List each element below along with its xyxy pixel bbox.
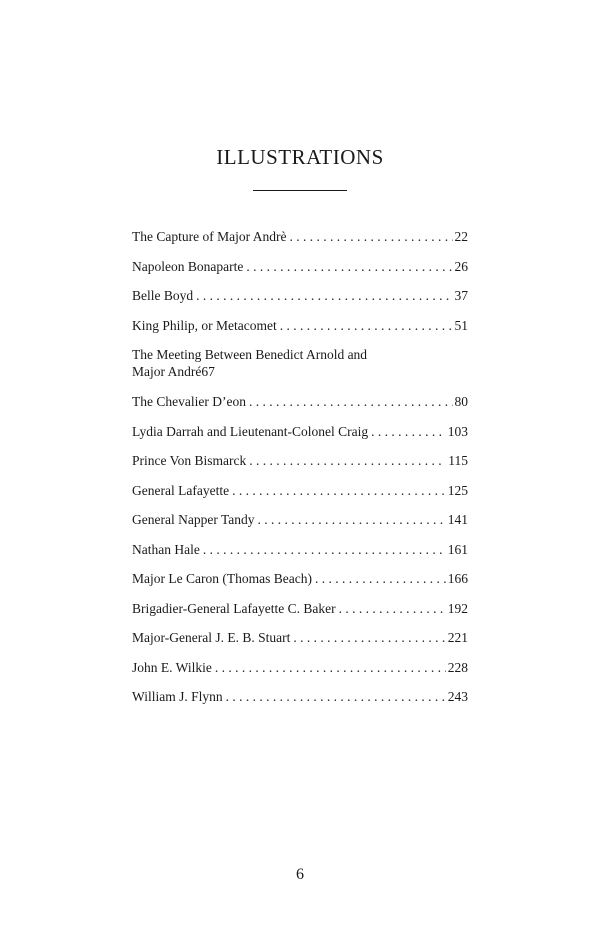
dot-leader <box>280 317 453 334</box>
entry-title: William J. Flynn <box>132 689 223 704</box>
dot-leader <box>232 482 446 499</box>
list-item <box>132 452 468 469</box>
entry-title: Major-General J. E. B. Stuart <box>132 630 291 645</box>
entry-title: Major Le Caron (Thomas Beach) <box>132 571 312 586</box>
entry-page: 192 <box>447 601 468 616</box>
list-item <box>132 258 468 275</box>
entry-page: 37 <box>454 288 468 303</box>
entry-title: The Chevalier D’eon <box>132 394 246 409</box>
entry-title: Brigadier-General Lafayette C. Baker <box>132 601 336 616</box>
list-item <box>132 629 468 646</box>
entry-page: 22 <box>454 229 468 244</box>
entry-title: John E. Wilkie <box>132 660 212 675</box>
dot-leader <box>339 600 446 617</box>
entry-page: 51 <box>454 318 468 333</box>
entry-page: 228 <box>447 660 468 675</box>
dot-leader <box>258 511 446 528</box>
entry-page: 161 <box>447 542 468 557</box>
dot-leader <box>203 541 446 558</box>
entry-page: 115 <box>448 453 468 468</box>
page-title: ILLUSTRATIONS <box>216 145 384 169</box>
dot-leader <box>196 287 452 304</box>
entry-title-line2: Major André <box>132 364 202 379</box>
entry-page: 166 <box>447 571 468 586</box>
entry-page: 80 <box>454 394 468 409</box>
list-item <box>132 346 468 380</box>
entry-title: Lydia Darrah and Lieutenant-Colonel Craig <box>132 424 369 439</box>
entry-page: 103 <box>447 424 468 439</box>
entry-page: 141 <box>447 512 468 527</box>
title-rule <box>253 190 347 191</box>
entry-title: Napoleon Bonaparte <box>132 259 244 274</box>
entry-page: 125 <box>447 483 468 498</box>
entry-page: 243 <box>447 689 468 704</box>
dot-leader <box>315 570 446 587</box>
entry-page: 221 <box>447 630 468 645</box>
list-item <box>132 570 468 587</box>
dot-leader <box>226 688 446 705</box>
list-item <box>132 287 468 304</box>
list-item <box>132 228 468 245</box>
list-item <box>132 600 468 617</box>
dot-leader <box>293 629 445 646</box>
page-number: 6 <box>296 866 304 883</box>
dot-leader <box>249 452 446 469</box>
list-item <box>132 423 468 440</box>
dot-leader <box>249 393 453 410</box>
entry-title: Prince Von Bismarck <box>132 453 247 468</box>
list-item <box>132 511 468 528</box>
entry-title: General Lafayette <box>132 483 230 498</box>
dot-leader <box>289 228 452 245</box>
entry-page: 26 <box>454 259 468 274</box>
list-item <box>132 659 468 676</box>
list-item <box>132 393 468 410</box>
entry-title: The Capture of Major Andrè <box>132 229 287 244</box>
dot-leader <box>371 423 446 440</box>
entry-title: King Philip, or Metacomet <box>132 318 277 333</box>
entry-title-line1: The Meeting Between Benedict Arnold and <box>132 347 368 362</box>
dot-leader <box>246 258 452 275</box>
dot-leader <box>215 659 446 676</box>
list-item <box>132 688 468 705</box>
entry-page: 67 <box>201 364 215 379</box>
list-item <box>132 541 468 558</box>
list-item <box>132 317 468 334</box>
entry-title: General Napper Tandy <box>132 512 255 527</box>
entry-title: Belle Boyd <box>132 288 194 303</box>
list-item <box>132 482 468 499</box>
entry-title: Nathan Hale <box>132 542 200 557</box>
